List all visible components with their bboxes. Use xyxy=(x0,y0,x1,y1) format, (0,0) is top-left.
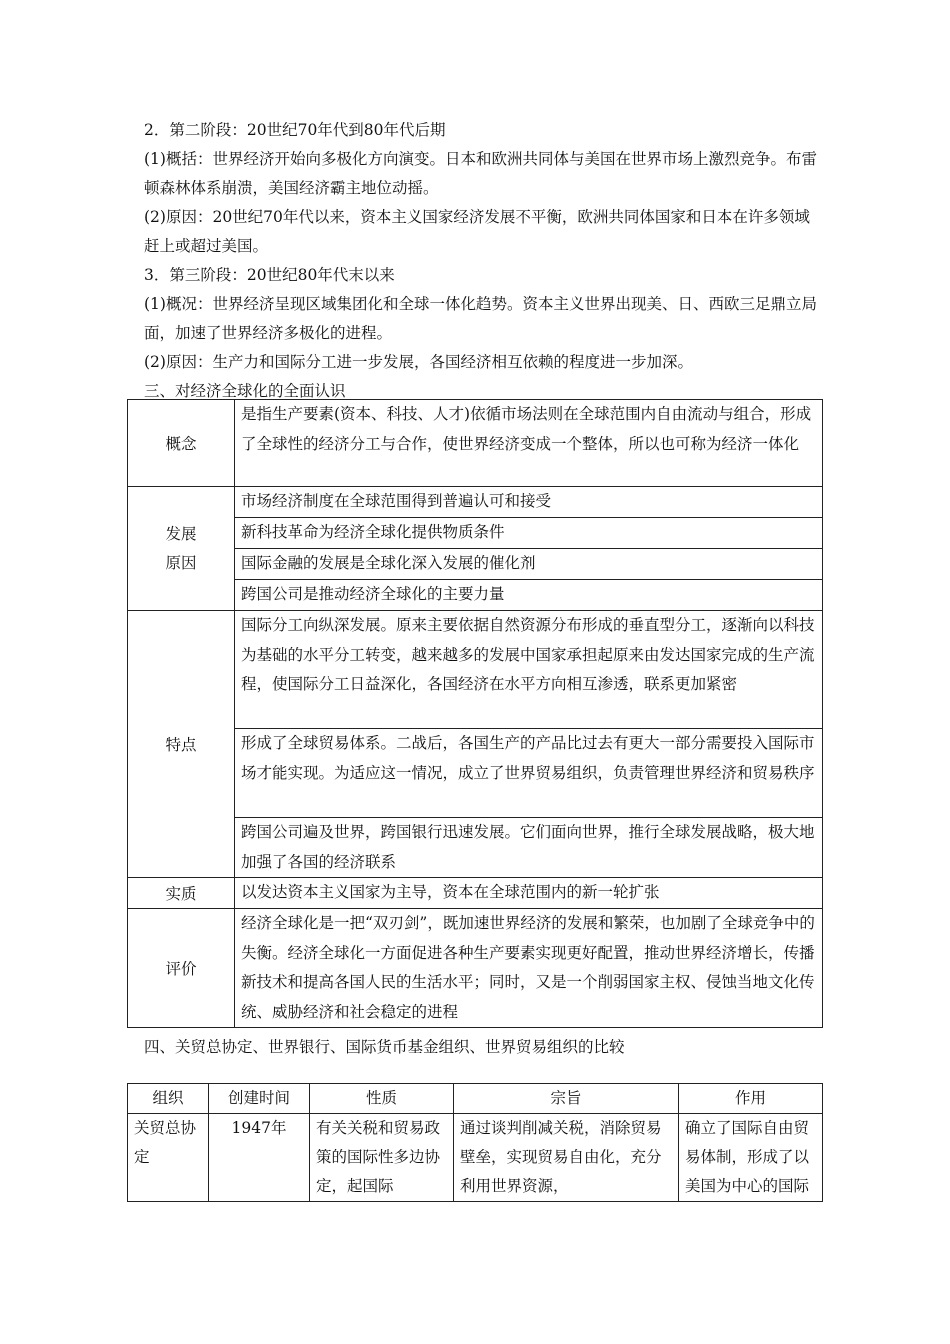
reason-label xyxy=(128,487,235,611)
reason-cell xyxy=(235,549,823,580)
cell-purpose: 通过谈判削减关税，消除贸易壁垒，实现贸易自由化，充分利用世界资源， xyxy=(454,1114,679,1202)
section-4-title: 四、关贸总协定、世界银行、国际货币基金组织、世界贸易组织的比较 xyxy=(144,1038,625,1056)
reason-text: 跨国公司是推动经济全球化的主要力量 xyxy=(241,585,505,603)
header-nature: 性质 xyxy=(310,1084,454,1114)
paragraph-stage-2-heading: 2．第二阶段：20世纪70年代到80年代后期 xyxy=(144,121,446,139)
section-3-title: 三、对经济全球化的全面认识 xyxy=(144,382,346,400)
concept-cell xyxy=(235,400,823,487)
table-row xyxy=(128,400,823,487)
feature-text: 国际分工向纵深发展。原来主要依据自然资源分布形成的垂直型分工，逐渐向以科技为基础的水平分工转变，越来越多的发展中国家承担起原来由发达国家完成的生产流程，使国际分工日益深化，各国经济在水平方向相互渗透，联系更加紧密 xyxy=(241,616,815,693)
evaluation-label: 评价 xyxy=(128,909,235,1028)
essence-label: 实质 xyxy=(128,878,235,909)
paragraph-stage-2-reason: (2)原因：20世纪70年代以来，资本主义国家经济发展不平衡，欧洲共同体国家和日本在许多领域赶上或超过美国。 xyxy=(144,208,810,255)
paragraph-stage-3-heading: 3．第三阶段：20世纪80年代末以来 xyxy=(144,266,395,284)
essence-text: 以发达资本主义国家为主导，资本在全球范围内的新一轮扩张 xyxy=(241,883,660,901)
table-row xyxy=(128,1114,823,1202)
table-row xyxy=(128,909,823,1028)
cell-nature: 有关关税和贸易政策的国际性多边协定，起国际 xyxy=(310,1114,454,1202)
evaluation-cell xyxy=(235,909,823,1028)
reason-cell xyxy=(235,518,823,549)
globalization-table xyxy=(127,399,823,1028)
header-org: 组织 xyxy=(128,1084,209,1114)
concept-label: 概念 xyxy=(128,400,235,487)
header-year: 创建时间 xyxy=(209,1084,310,1114)
table-row xyxy=(128,487,823,518)
feature-text: 跨国公司遍及世界，跨国银行迅速发展。它们面向世界，推行全球发展战略，极大地加强了各国的经济联系 xyxy=(241,823,815,871)
paragraph-stage-3-summary: (1)概况：世界经济呈现区域集团化和全球一体化趋势。资本主义世界出现美、日、西欧三足鼎立局面，加速了世界经济多极化的进程。 xyxy=(144,295,817,342)
feature-text: 形成了全球贸易体系。二战后，各国生产的产品比过去有更大一部分需要投入国际市场才能实现。为适应这一情况，成立了世界贸易组织，负责管理世界经济和贸易秩序 xyxy=(241,734,815,782)
reason-label-line-2: 原因 xyxy=(165,553,197,572)
paragraph-stage-2-summary: (1)概括：世界经济开始向多极化方向演变。日本和欧洲共同体与美国在世界市场上激烈竞争。布雷顿森林体系崩溃，美国经济霸主地位动摇。 xyxy=(144,150,817,197)
paragraph-stage-3-reason: (2)原因：生产力和国际分工进一步发展，各国经济相互依赖的程度进一步加深。 xyxy=(144,353,693,371)
header-role: 作用 xyxy=(679,1084,823,1114)
feature-label: 特点 xyxy=(128,611,235,878)
table-row xyxy=(128,878,823,909)
cell-role: 确立了国际自由贸易体制，形成了以美国为中心的国际 xyxy=(679,1114,823,1202)
organization-comparison-table xyxy=(127,1083,823,1202)
table-row xyxy=(128,611,823,729)
header-purpose: 宗旨 xyxy=(454,1084,679,1114)
reason-cell xyxy=(235,487,823,518)
table-header-row xyxy=(128,1084,823,1114)
concept-text: 是指生产要素(资本、科技、人才)依循市场法则在全球范围内自由流动与组合，形成了全球性的经济分工与合作，使世界经济变成一个整体，所以也可称为经济一体化 xyxy=(241,405,812,453)
reason-text: 国际金融的发展是全球化深入发展的催化剂 xyxy=(241,554,536,572)
reason-cell xyxy=(235,580,823,611)
reason-label-line-1: 发展 xyxy=(165,524,197,543)
evaluation-text: 经济全球化是一把“双刃剑”，既加速世界经济的发展和繁荣，也加剧了全球竞争中的失衡。经济全球化一方面促进各种生产要素实现更好配置，推动世界经济增长，传播新技术和提高各国人民的生活水平；同时，又是一个削弱国家主权、侵蚀当地文化传统、威胁经济和社会稳定的进程 xyxy=(241,914,815,1021)
cell-org: 关贸总协定 xyxy=(128,1114,209,1202)
essence-cell xyxy=(235,878,823,909)
feature-cell xyxy=(235,729,823,818)
reason-text: 市场经济制度在全球范围得到普遍认可和接受 xyxy=(241,492,552,510)
cell-year: 1947年 xyxy=(209,1114,310,1202)
feature-cell xyxy=(235,818,823,878)
feature-cell xyxy=(235,611,823,729)
reason-text: 新科技革命为经济全球化提供物质条件 xyxy=(241,523,505,541)
